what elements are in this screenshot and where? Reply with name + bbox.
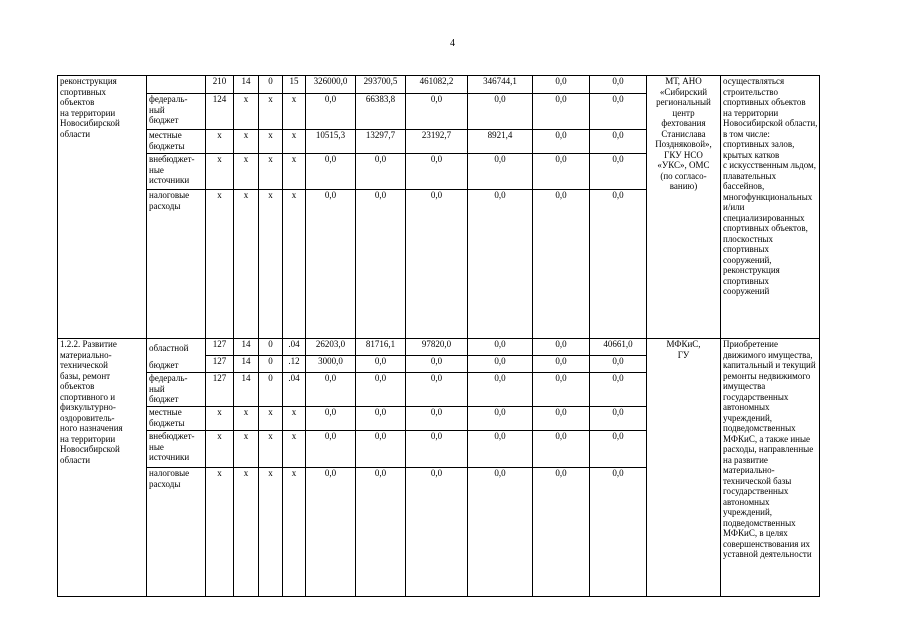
result-cell-line: плоскостных xyxy=(723,233,773,244)
code-cell: x xyxy=(283,190,306,339)
value-cell: 0,0 xyxy=(356,407,406,431)
value-cell: 461082,2 xyxy=(406,76,468,94)
result-cell-line: автономных xyxy=(723,496,770,507)
funding-source-cell-line: ные xyxy=(149,441,164,452)
value-cell: 0,0 xyxy=(533,431,590,468)
funding-source-cell-line: бюджеты xyxy=(149,417,185,428)
executor-cell-line: МТ, АНО xyxy=(665,76,702,86)
result-cell-line: капитальный и текущий xyxy=(723,360,816,370)
value-cell: 0,0 xyxy=(468,373,533,407)
value-cell: 0,0 xyxy=(468,154,533,190)
result-cell-line: спортивных xyxy=(723,244,770,254)
funding-source-cell-line: бюджет xyxy=(149,115,179,125)
value-cell: 0,0 xyxy=(306,431,356,468)
value-cell: 0,0 xyxy=(406,190,468,339)
executor-cell xyxy=(647,339,721,597)
value-cell: 0,0 xyxy=(533,339,590,356)
value-cell: 81716,1 xyxy=(356,339,406,356)
activity-cell xyxy=(58,339,147,597)
funding-source-cell xyxy=(147,431,206,468)
code-cell: x xyxy=(234,468,259,597)
value-cell: 0,0 xyxy=(356,190,406,339)
code-cell: .04 xyxy=(283,339,306,356)
value-cell: 0,0 xyxy=(468,339,533,356)
value-cell: 0,0 xyxy=(533,154,590,190)
value-cell: 26203,0 xyxy=(306,339,356,356)
funding-source-cell-line: источники xyxy=(149,452,190,462)
result-cell-line: с искусственным льдом, xyxy=(723,160,816,170)
value-cell: 10515,3 xyxy=(306,130,356,154)
value-cell: 0,0 xyxy=(356,373,406,407)
value-cell: 0,0 xyxy=(306,468,356,597)
code-cell: 127 xyxy=(206,339,234,356)
executor-cell-line: региональный xyxy=(656,97,711,107)
activity-cell-line: оздоровитель- xyxy=(60,412,115,423)
funding-source-cell-line: ный xyxy=(149,104,165,115)
result-cell-line: МФКиС, а также иные xyxy=(723,433,810,444)
code-cell: x xyxy=(283,431,306,468)
activity-cell-line: на территории xyxy=(60,433,116,444)
activity-cell-line: ного назначения xyxy=(60,423,123,433)
result-cell-line: подведомственных xyxy=(723,423,796,433)
result-cell-line: расходы, направленные xyxy=(723,444,814,454)
code-cell: x xyxy=(259,431,283,468)
funding-source-cell xyxy=(147,94,206,130)
result-cell-line: государственных xyxy=(723,391,789,402)
executor-cell xyxy=(647,76,721,339)
result-cell-line: государственных xyxy=(723,486,789,496)
funding-source-cell xyxy=(147,76,206,94)
funding-source-cell-line: местные xyxy=(149,407,182,417)
code-cell: x xyxy=(283,130,306,154)
value-cell: 0,0 xyxy=(306,190,356,339)
value-cell: 0,0 xyxy=(590,407,647,431)
executor-cell-line: ванию) xyxy=(669,181,698,191)
code-cell: x xyxy=(234,154,259,190)
funding-source-line: областной xyxy=(149,343,189,353)
value-cell: 0,0 xyxy=(306,373,356,407)
code-cell: x xyxy=(234,407,259,431)
value-cell: 0,0 xyxy=(468,407,533,431)
activity-cell-line: материально- xyxy=(60,349,112,360)
result-cell-line: спортивных xyxy=(723,275,770,286)
funding-source-cell xyxy=(147,468,206,597)
value-cell: 346744,1 xyxy=(468,76,533,94)
result-cell xyxy=(721,76,820,339)
code-cell: 127 xyxy=(206,373,234,407)
funding-source-cell-line: ный xyxy=(149,383,165,394)
code-cell: x xyxy=(234,130,259,154)
code-cell: x xyxy=(259,407,283,431)
result-cell-line: в том числе: xyxy=(723,128,770,139)
result-cell-line: спортивных объектов, xyxy=(723,223,808,233)
code-cell: x xyxy=(259,94,283,130)
value-cell: 0,0 xyxy=(590,431,647,468)
executor-cell-line: центр xyxy=(672,107,695,118)
activity-cell-line: на территории xyxy=(60,107,116,118)
value-cell: 0,0 xyxy=(356,431,406,468)
value-cell: 66383,8 xyxy=(356,94,406,130)
code-cell: x xyxy=(283,94,306,130)
activity-cell-line: реконструкция xyxy=(60,76,117,86)
funding-source-cell xyxy=(147,130,206,154)
value-cell: 8921,4 xyxy=(468,130,533,154)
value-cell: 0,0 xyxy=(590,373,647,407)
code-cell: x xyxy=(234,431,259,468)
value-cell: 0,0 xyxy=(468,190,533,339)
value-cell: 0,0 xyxy=(406,373,468,407)
result-cell-line: подведомственных xyxy=(723,517,796,528)
code-cell: x xyxy=(259,190,283,339)
value-cell: 0,0 xyxy=(356,154,406,190)
code-cell: x xyxy=(206,407,234,431)
code-cell: x xyxy=(234,94,259,130)
value-cell: 13297,7 xyxy=(356,130,406,154)
funding-source-cell-line: расходы xyxy=(149,478,181,489)
funding-source-cell xyxy=(147,154,206,190)
value-cell: 0,0 xyxy=(306,154,356,190)
funding-source-cell-line: бюджеты xyxy=(149,140,185,151)
activity-cell-line: области xyxy=(60,454,91,465)
executor-cell-line: Поздняковой», xyxy=(655,139,712,149)
result-cell-line: сооружений xyxy=(723,286,770,296)
value-cell: 23192,7 xyxy=(406,130,468,154)
value-cell: 0,0 xyxy=(590,468,647,597)
funding-source-cell-line: внебюджет- xyxy=(149,431,195,441)
code-cell: x xyxy=(206,468,234,597)
value-cell: 0,0 xyxy=(406,154,468,190)
activity-cell-line: технической xyxy=(60,360,108,370)
code-cell: 14 xyxy=(234,339,259,356)
code-cell: x xyxy=(234,190,259,339)
result-cell-line: совершенствования их xyxy=(723,538,811,549)
activity-cell-line: объектов xyxy=(60,97,95,107)
funding-source-cell-line: ные xyxy=(149,164,164,175)
value-cell: 0,0 xyxy=(406,94,468,130)
value-cell: 0,0 xyxy=(406,431,468,468)
result-cell-line: ремонты недвижимого xyxy=(723,370,811,381)
funding-source-cell-line: федераль- xyxy=(149,94,188,104)
value-cell: 0,0 xyxy=(406,356,468,373)
executor-cell-line: Станислава xyxy=(661,128,706,139)
value-cell: 0,0 xyxy=(590,94,647,130)
value-cell: 0,0 xyxy=(533,76,590,94)
code-cell: x xyxy=(206,431,234,468)
code-cell: 0 xyxy=(259,373,283,407)
code-cell: x xyxy=(206,130,234,154)
code-cell: x xyxy=(259,468,283,597)
code-cell: .12 xyxy=(283,356,306,373)
code-cell: 14 xyxy=(234,373,259,407)
activity-cell-line: спортивных xyxy=(60,86,107,97)
result-cell-line: реконструкция xyxy=(723,265,780,275)
result-cell-line: имущества xyxy=(723,381,766,391)
activity-cell-line: 1.2.2. Развитие xyxy=(60,339,117,349)
code-cell: x xyxy=(206,190,234,339)
funding-source-cell-line: налоговые xyxy=(149,190,190,200)
result-cell-line: Приобретение xyxy=(723,339,778,349)
code-cell: x xyxy=(206,154,234,190)
value-cell: 0,0 xyxy=(468,94,533,130)
value-cell: 0,0 xyxy=(590,76,647,94)
result-cell-line: на территории xyxy=(723,107,779,118)
executor-cell-line: МФКиС, xyxy=(666,339,701,349)
funding-source-cell-line: бюджет xyxy=(149,394,179,404)
value-cell: 0,0 xyxy=(533,468,590,597)
value-cell: 3000,0 xyxy=(306,356,356,373)
funding-source-cell-line: внебюджет- xyxy=(149,154,195,164)
code-cell: 14 xyxy=(234,76,259,94)
value-cell: 0,0 xyxy=(533,373,590,407)
value-cell: 0,0 xyxy=(356,356,406,373)
code-cell: .04 xyxy=(283,373,306,407)
value-cell: 0,0 xyxy=(533,356,590,373)
code-cell: 15 xyxy=(283,76,306,94)
result-cell-line: спортивных залов, xyxy=(723,139,795,149)
code-cell: 0 xyxy=(259,356,283,373)
value-cell: 0,0 xyxy=(406,407,468,431)
value-cell: 0,0 xyxy=(590,154,647,190)
activity-cell-line: области xyxy=(60,128,91,139)
funding-source-cell-line: налоговые xyxy=(149,468,190,478)
result-cell-line: на развитие xyxy=(723,454,768,465)
code-cell: 127 xyxy=(206,356,234,373)
executor-cell-line: ГКУ НСО xyxy=(664,149,703,160)
result-cell xyxy=(721,339,820,597)
value-cell: 293700,5 xyxy=(356,76,406,94)
result-cell-line: осуществляться xyxy=(723,76,785,86)
result-cell-line: специализированных xyxy=(723,212,805,223)
value-cell: 0,0 xyxy=(590,356,647,373)
code-cell: x xyxy=(259,130,283,154)
activity-cell-line: физкультурно- xyxy=(60,402,116,412)
result-cell-line: строительство xyxy=(723,86,778,97)
code-cell: x xyxy=(283,154,306,190)
code-cell: 124 xyxy=(206,94,234,130)
result-cell-line: и/или xyxy=(723,202,745,212)
funding-source-cell xyxy=(147,373,206,407)
value-cell: 0,0 xyxy=(306,94,356,130)
value-cell: 0,0 xyxy=(533,94,590,130)
funding-source-cell-line: источники xyxy=(149,175,190,185)
value-cell: 97820,0 xyxy=(406,339,468,356)
result-cell-line: учреждений, xyxy=(723,507,773,517)
value-cell: 0,0 xyxy=(533,130,590,154)
funding-source-cell xyxy=(147,339,206,373)
value-cell: 0,0 xyxy=(468,468,533,597)
code-cell: x xyxy=(283,407,306,431)
value-cell: 0,0 xyxy=(306,407,356,431)
funding-source-cell xyxy=(147,407,206,431)
code-cell: x xyxy=(259,154,283,190)
value-cell: 0,0 xyxy=(468,356,533,373)
value-cell: 0,0 xyxy=(356,468,406,597)
result-cell-line: движимого имущества, xyxy=(723,349,813,360)
result-cell-line: спортивных объектов xyxy=(723,97,806,107)
result-cell-line: плавательных xyxy=(723,170,777,181)
funding-source-cell-line: федераль- xyxy=(149,373,188,383)
code-cell: 210 xyxy=(206,76,234,94)
value-cell: 326000,0 xyxy=(306,76,356,94)
executor-cell-line: фехтования xyxy=(661,118,706,128)
value-cell: 0,0 xyxy=(468,431,533,468)
activity-cell-line: Новосибирской xyxy=(60,118,120,128)
result-cell-line: учреждений, xyxy=(723,412,773,423)
value-cell: 0,0 xyxy=(406,468,468,597)
code-cell: x xyxy=(283,468,306,597)
code-cell: 0 xyxy=(259,76,283,94)
table-row xyxy=(58,76,820,94)
value-cell: 0,0 xyxy=(533,190,590,339)
result-cell-line: автономных xyxy=(723,402,770,412)
result-cell-line: технической базы xyxy=(723,475,792,486)
funding-source-cell xyxy=(147,190,206,339)
executor-cell-line: (по согласо- xyxy=(660,170,707,181)
result-cell-line: сооружений, xyxy=(723,254,772,265)
value-cell: 40661,0 xyxy=(590,339,647,356)
executor-cell-line: «УКС», ОМС xyxy=(657,160,710,170)
value-cell: 0,0 xyxy=(590,130,647,154)
code-cell: 14 xyxy=(234,356,259,373)
activity-cell-line: объектов xyxy=(60,381,95,391)
result-cell-line: бассейнов, xyxy=(723,181,765,191)
funding-source-line: бюджет xyxy=(149,359,179,370)
page-number: 4 xyxy=(450,38,455,49)
activity-cell-line: базы, ремонт xyxy=(60,370,111,381)
result-cell-line: МФКиС, в целях xyxy=(723,528,788,538)
activity-cell-line: Новосибирской xyxy=(60,444,120,454)
program-table xyxy=(57,75,820,597)
activity-cell xyxy=(58,76,147,339)
result-cell-line: крытых катков xyxy=(723,149,780,160)
result-cell-line: материально- xyxy=(723,465,775,475)
activity-cell-line: спортивного и xyxy=(60,391,116,402)
value-cell: 0,0 xyxy=(590,190,647,339)
funding-source-cell-line: местные xyxy=(149,130,182,140)
executor-cell-line: ГУ xyxy=(677,349,690,360)
result-cell-line: уставной деятельности xyxy=(723,549,812,559)
result-cell-line: многофункциональных xyxy=(723,191,813,202)
result-cell-line: Новосибирской области, xyxy=(723,118,818,128)
executor-cell-line: «Сибирский xyxy=(659,86,708,97)
funding-source-cell-line: расходы xyxy=(149,200,181,211)
value-cell: 0,0 xyxy=(533,407,590,431)
table-row xyxy=(58,339,820,356)
code-cell: 0 xyxy=(259,339,283,356)
